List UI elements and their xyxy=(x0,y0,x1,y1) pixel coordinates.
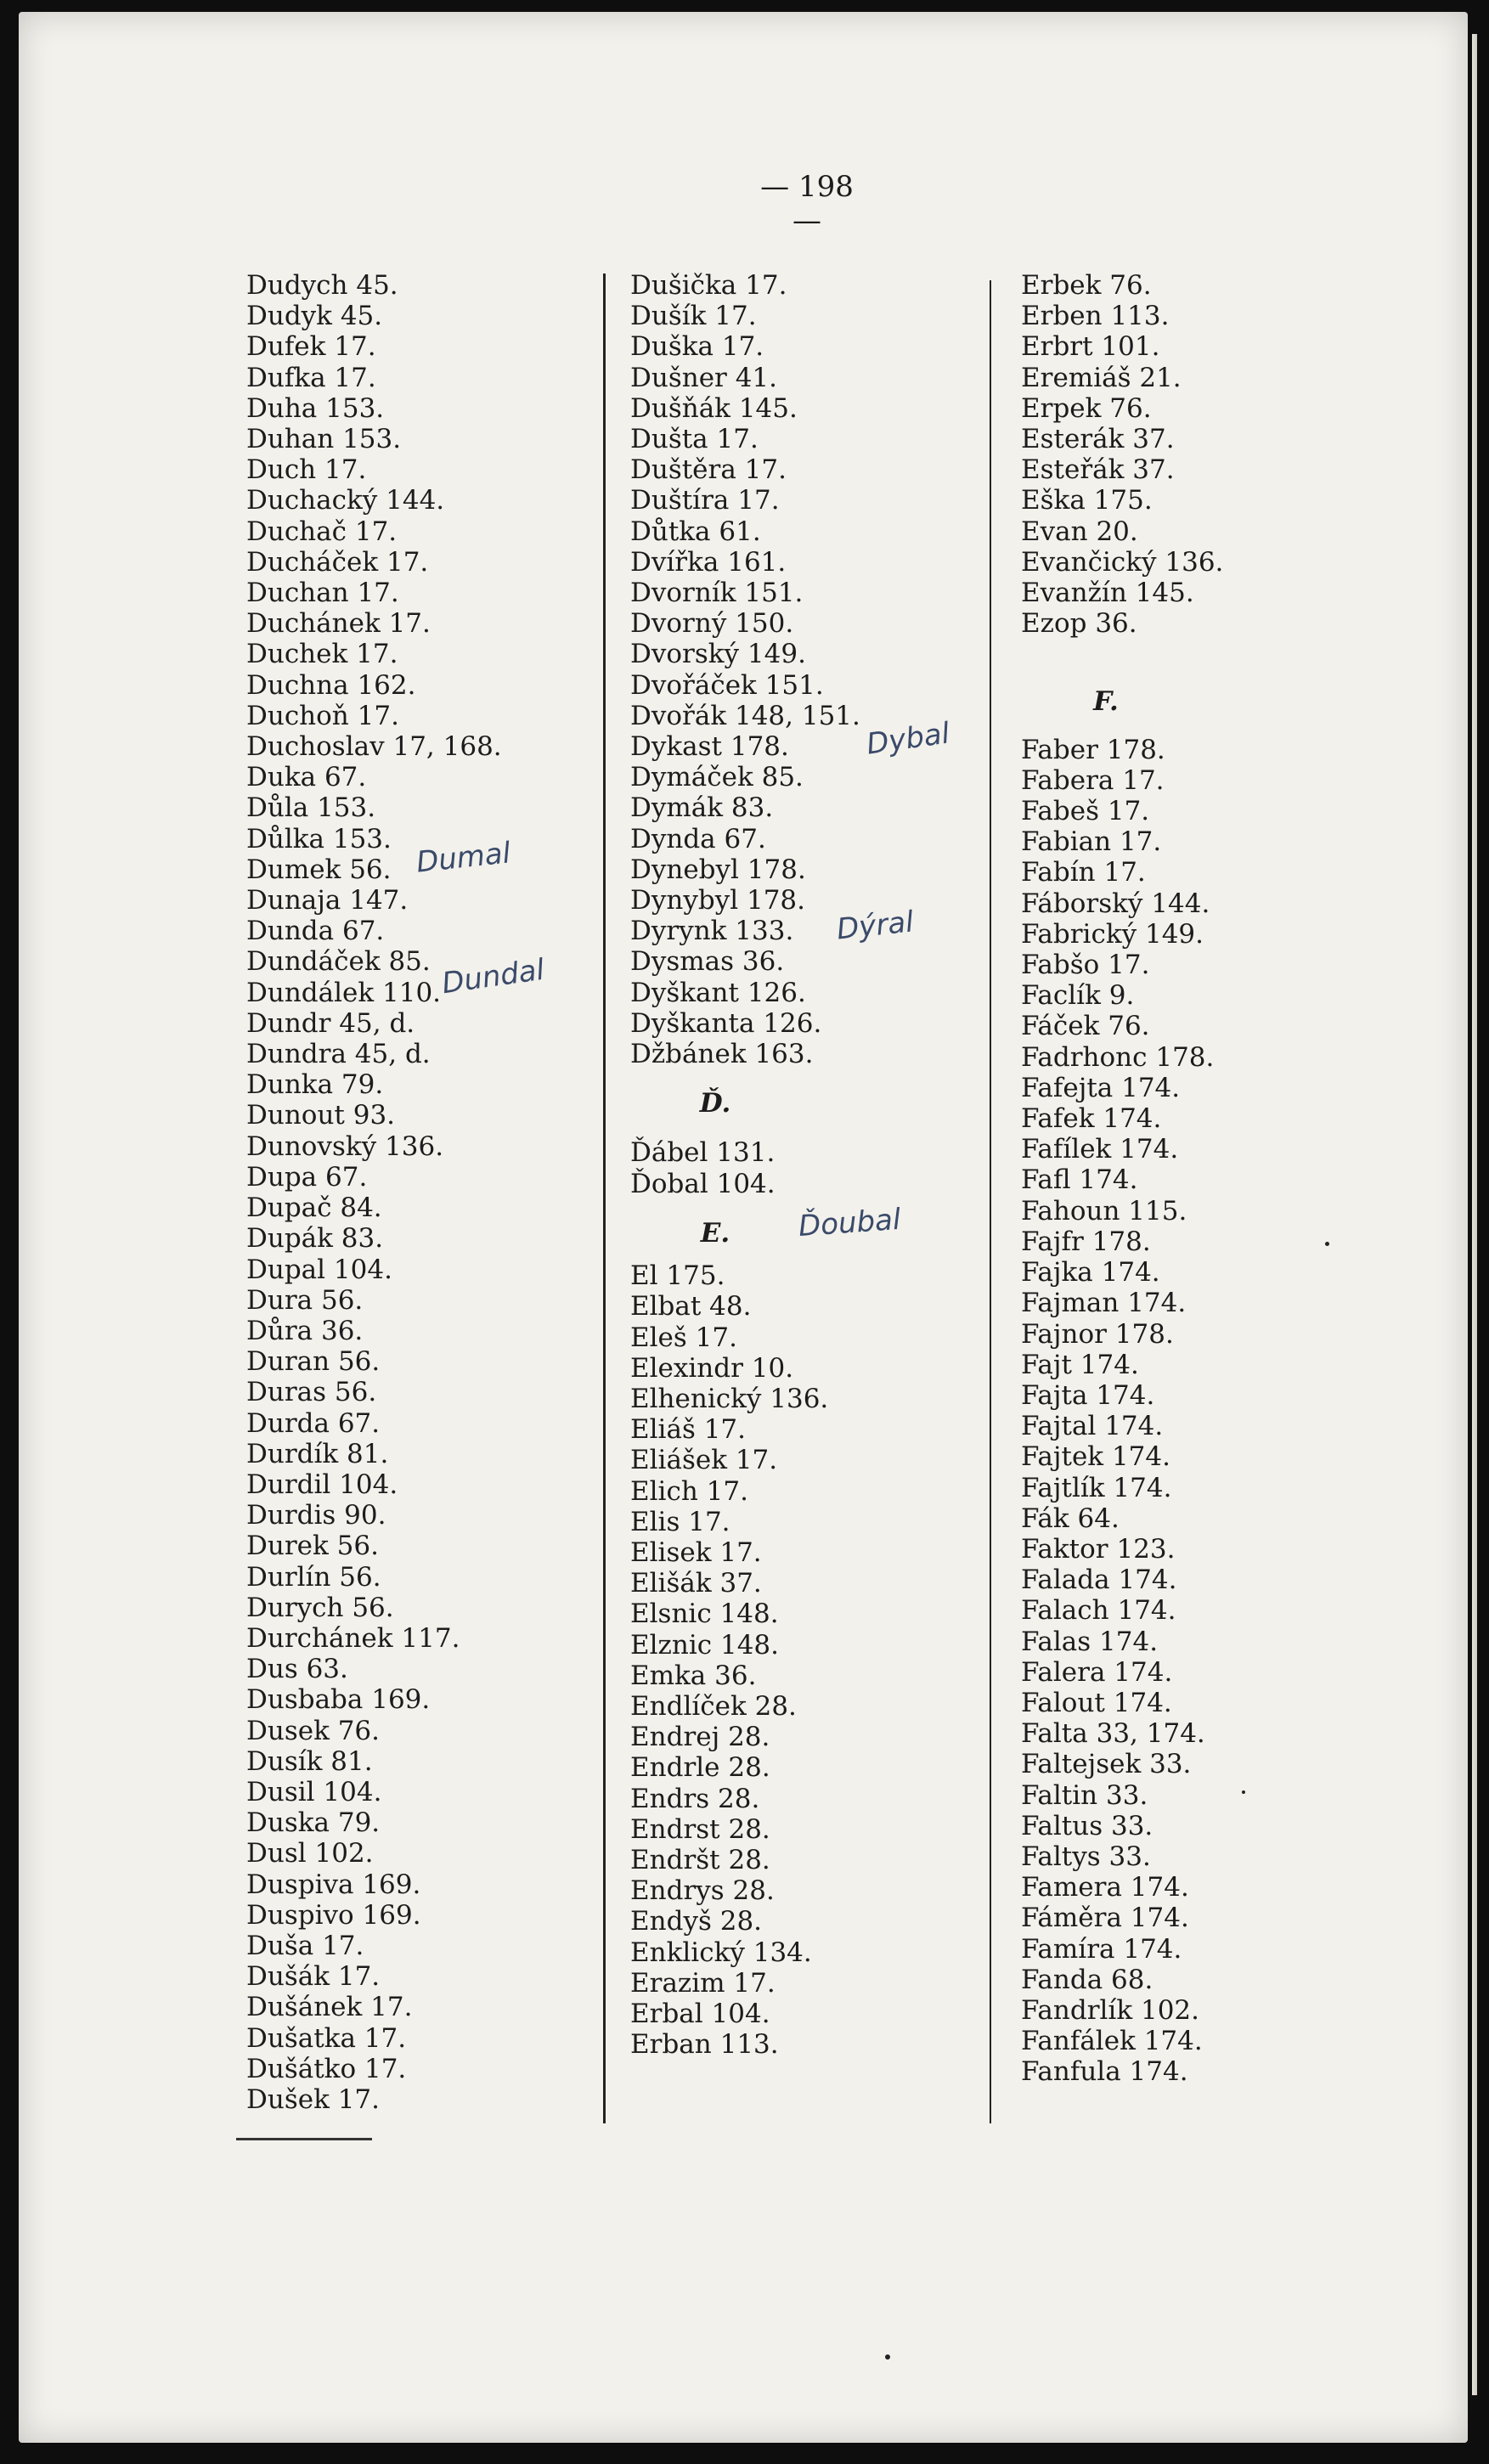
index-entry: Duštíra 17. xyxy=(630,485,780,516)
index-entry: Elznic 148. xyxy=(630,1629,779,1661)
index-entry: Eleš 17. xyxy=(630,1322,737,1353)
index-entry: Faltys 33. xyxy=(1021,1841,1151,1872)
index-entry: Fabian 17. xyxy=(1021,826,1162,858)
index-entry: Dufka 17. xyxy=(246,362,376,393)
index-entry: Dymáček 85. xyxy=(630,762,804,793)
index-entry: Fáborský 144. xyxy=(1021,888,1210,919)
handwritten-note-dybal: Dybal xyxy=(864,716,952,762)
index-entry: Ezop 36. xyxy=(1021,608,1137,640)
index-entry: Evanžín 145. xyxy=(1021,578,1194,609)
index-entry: Fák 64. xyxy=(1021,1503,1120,1534)
index-entry: Elisek 17. xyxy=(630,1536,762,1568)
index-entry: Důla 153. xyxy=(246,792,376,824)
index-entry: Endrle 28. xyxy=(630,1752,770,1784)
index-entry: Fajfr 178. xyxy=(1021,1226,1151,1257)
index-entry: Durdis 90. xyxy=(246,1500,386,1531)
index-entry: Fanfálek 174. xyxy=(1021,2026,1203,2057)
index-entry: Eška 175. xyxy=(1021,485,1153,516)
index-entry: Dundr 45, d. xyxy=(246,1007,415,1039)
index-entry: Fanda 68. xyxy=(1021,1964,1153,1995)
index-entry: Fajtlík 174. xyxy=(1021,1472,1172,1503)
handwritten-note-dyral: Dýral xyxy=(835,905,916,947)
index-entry: Fafek 174. xyxy=(1021,1103,1162,1135)
index-entry: Erban 113. xyxy=(630,2029,779,2061)
index-entry: Dunovský 136. xyxy=(246,1131,444,1162)
index-entry: Dupa 67. xyxy=(246,1161,368,1193)
index-entry: Endlíček 28. xyxy=(630,1690,797,1722)
index-entry: Falas 174. xyxy=(1021,1626,1159,1657)
index-entry: Dusbaba 169. xyxy=(246,1684,431,1716)
index-entry: Duha 153. xyxy=(246,392,385,424)
index-entry: Duchoslav 17, 168. xyxy=(246,731,502,763)
index-entry: Erpek 76. xyxy=(1021,392,1152,424)
ink-dot xyxy=(1242,1790,1245,1794)
index-entry: Dušák 17. xyxy=(246,1961,381,1993)
index-entry: Dumek 56. xyxy=(246,854,392,885)
index-entry: Falout 174. xyxy=(1021,1687,1172,1718)
index-entry: Dupač 84. xyxy=(246,1193,382,1224)
index-entry: Falach 174. xyxy=(1021,1595,1176,1627)
index-entry: Duchánek 17. xyxy=(246,608,431,640)
index-entry: Durdík 81. xyxy=(246,1438,389,1469)
page-number: — 198 — xyxy=(760,170,854,238)
index-entry: Dušička 17. xyxy=(630,270,787,301)
index-entry: Fabšo 17. xyxy=(1021,950,1150,981)
index-entry: Faber 178. xyxy=(1021,734,1165,765)
index-entry: Fabrický 149. xyxy=(1021,918,1204,950)
index-entry: Eliáš 17. xyxy=(630,1414,747,1446)
index-entry: Dvířka 161. xyxy=(630,546,787,578)
index-entry: Dundálek 110. xyxy=(246,977,442,1008)
index-entry: Dvorník 151. xyxy=(630,578,804,609)
index-entry: Dymák 83. xyxy=(630,792,774,824)
column-3-entries-f xyxy=(1021,735,1223,2088)
index-entry: Ďábel 131. xyxy=(630,1137,776,1169)
ink-dot xyxy=(1325,1242,1329,1246)
column-3-entries-e xyxy=(1021,270,1223,639)
index-entry: Fahoun 115. xyxy=(1021,1195,1187,1226)
index-entry: Dušek 17. xyxy=(246,2083,381,2115)
index-entry: Dupal 104. xyxy=(246,1254,392,1285)
index-entry: Durda 67. xyxy=(246,1407,381,1439)
index-entry: Dus 63. xyxy=(246,1654,348,1685)
index-entry: Dusil 104. xyxy=(246,1776,382,1807)
index-entry: Esteřák 37. xyxy=(1021,454,1175,486)
handwritten-note-dundal: Dundal xyxy=(439,952,547,1001)
index-entry: Falada 174. xyxy=(1021,1565,1177,1596)
index-entry: Dudych 45. xyxy=(246,270,398,301)
column-divider-1 xyxy=(603,273,606,2123)
index-entry: Durych 56. xyxy=(246,1592,394,1623)
index-entry: Dušánek 17. xyxy=(246,1992,413,2023)
index-entry: Dyškant 126. xyxy=(630,977,806,1008)
index-entry: Duštěra 17. xyxy=(630,454,787,486)
section-heading-f: F. xyxy=(1093,686,1119,718)
index-entry: Dušta 17. xyxy=(630,424,759,455)
index-entry: Dusl 102. xyxy=(246,1838,374,1869)
index-entry: Duras 56. xyxy=(246,1377,377,1408)
index-entry: Důlka 153. xyxy=(246,823,392,854)
index-entry: Durek 56. xyxy=(246,1531,379,1562)
index-entry: Fabera 17. xyxy=(1021,764,1165,796)
index-entry: Džbánek 163. xyxy=(630,1039,814,1070)
column-2-entries-e xyxy=(630,1260,860,2060)
index-entry: Dusík 81. xyxy=(246,1745,373,1777)
index-entry: Endrs 28. xyxy=(630,1783,760,1814)
handwritten-note-dobal: Ďoubal xyxy=(797,1202,902,1244)
index-entry: Elich 17. xyxy=(630,1475,748,1507)
ink-dot xyxy=(885,2354,890,2360)
index-entry: Fajta 174. xyxy=(1021,1379,1155,1411)
index-entry: Erben 113. xyxy=(1021,301,1170,332)
index-entry: Fanfula 174. xyxy=(1021,2056,1188,2088)
index-entry: Ducháček 17. xyxy=(246,546,429,578)
column-2-entries-d xyxy=(630,270,860,1069)
index-entry: Dundáček 85. xyxy=(246,946,431,978)
index-entry: Faktor 123. xyxy=(1021,1533,1176,1565)
index-entry: Fafílek 174. xyxy=(1021,1134,1179,1165)
index-entry: Duchacký 144. xyxy=(246,485,445,516)
index-entry: Faltejsek 33. xyxy=(1021,1749,1192,1780)
index-entry: Falta 33, 174. xyxy=(1021,1718,1205,1750)
index-entry: Duran 56. xyxy=(246,1346,381,1378)
index-entry: Fajt 174. xyxy=(1021,1349,1139,1380)
index-entry: Duchan 17. xyxy=(246,578,399,609)
index-entry: Důra 36. xyxy=(246,1315,364,1346)
index-entry: Duka 67. xyxy=(246,762,367,793)
index-entry: Elbat 48. xyxy=(630,1291,752,1322)
index-entry: Fabeš 17. xyxy=(1021,796,1150,827)
handwritten-note-dumal: Dumal xyxy=(415,836,512,880)
index-entry: Faltus 33. xyxy=(1021,1810,1153,1841)
index-entry: Fajka 174. xyxy=(1021,1257,1160,1288)
index-entry: Erbrt 101. xyxy=(1021,331,1160,363)
index-entry: Duch 17. xyxy=(246,454,367,486)
index-entry: Dynybyl 178. xyxy=(630,885,805,916)
index-entry: Duhan 153. xyxy=(246,424,402,455)
index-entry: Fajtal 174. xyxy=(1021,1411,1164,1442)
index-entry: Faltin 33. xyxy=(1021,1779,1148,1811)
index-entry: Dynda 67. xyxy=(630,823,766,854)
index-entry: Fajtek 174. xyxy=(1021,1441,1170,1473)
index-entry: Endrej 28. xyxy=(630,1722,770,1753)
index-entry: Erazim 17. xyxy=(630,1967,776,1999)
index-entry: Fandrlík 102. xyxy=(1021,1994,1200,2026)
index-entry: Fajman 174. xyxy=(1021,1288,1187,1319)
index-entry: Fafl 174. xyxy=(1021,1164,1138,1196)
index-entry: Dura 56. xyxy=(246,1284,364,1316)
index-entry: Dvořáček 151. xyxy=(630,669,824,701)
index-entry: Duchoň 17. xyxy=(246,700,399,731)
index-entry: Eremiáš 21. xyxy=(1021,362,1182,393)
index-entry: Famíra 174. xyxy=(1021,1933,1182,1965)
index-entry: Durchánek 117. xyxy=(246,1622,460,1654)
index-entry: Fáček 76. xyxy=(1021,1011,1150,1042)
column-1-end-rule xyxy=(236,2138,372,2140)
index-entry: Dupák 83. xyxy=(246,1223,384,1255)
index-entry: Esterák 37. xyxy=(1021,424,1175,455)
index-entry: Duska 79. xyxy=(246,1807,381,1839)
index-entry: Elhenický 136. xyxy=(630,1383,829,1414)
index-entry: Fabín 17. xyxy=(1021,857,1146,888)
index-entry: Elexindr 10. xyxy=(630,1352,794,1384)
index-entry: Dudyk 45. xyxy=(246,301,383,332)
index-entry: Enklický 134. xyxy=(630,1937,812,1968)
index-entry: Duchna 162. xyxy=(246,669,416,701)
index-entry: Endrst 28. xyxy=(630,1813,770,1845)
index-entry: Dušík 17. xyxy=(630,301,757,332)
index-entry: Falera 174. xyxy=(1021,1656,1173,1688)
index-entry: Duspiva 169. xyxy=(246,1869,421,1900)
index-entry: Endrys 28. xyxy=(630,1875,775,1907)
index-entry: Erbek 76. xyxy=(1021,270,1152,301)
index-entry: Dysmas 36. xyxy=(630,946,785,978)
index-entry: Evančický 136. xyxy=(1021,546,1224,578)
index-entry: Erbal 104. xyxy=(630,1998,770,2029)
section-heading-e: E. xyxy=(700,1217,730,1249)
index-entry: Durlín 56. xyxy=(246,1561,381,1593)
page-edge xyxy=(1472,34,1477,2395)
index-entry: Dundra 45, d. xyxy=(246,1039,431,1070)
index-entry: Elsnic 148. xyxy=(630,1598,779,1630)
index-entry: Dvorský 149. xyxy=(630,639,806,670)
column-3 xyxy=(1021,270,1223,2088)
index-entry: Dvorný 150. xyxy=(630,608,794,640)
index-entry: Endršt 28. xyxy=(630,1844,770,1875)
index-entry: Duška 17. xyxy=(630,331,764,363)
index-entry: Dusek 76. xyxy=(246,1715,381,1746)
index-entry: Dunout 93. xyxy=(246,1100,396,1131)
index-entry: Durdil 104. xyxy=(246,1469,398,1500)
column-2 xyxy=(630,270,860,2060)
index-entry: Dušner 41. xyxy=(630,362,778,393)
index-entry: Důtka 61. xyxy=(630,516,761,547)
column-1 xyxy=(246,270,502,2115)
index-entry: Dvořák 148, 151. xyxy=(630,700,860,731)
index-entry: Dušňák 145. xyxy=(630,392,798,424)
index-entry: Fajnor 178. xyxy=(1021,1318,1174,1350)
index-entry: Evan 20. xyxy=(1021,516,1138,547)
index-entry: Duchek 17. xyxy=(246,639,398,670)
index-entry: Ďobal 104. xyxy=(630,1168,776,1199)
index-entry: Fadrhonc 178. xyxy=(1021,1041,1215,1073)
index-entry: Dufek 17. xyxy=(246,331,376,363)
index-entry: Faclík 9. xyxy=(1021,980,1135,1012)
index-entry: Duchač 17. xyxy=(246,516,398,547)
index-entry: Fáměra 174. xyxy=(1021,1903,1189,1934)
column-divider-2 xyxy=(990,280,991,2123)
index-entry: Dyrynk 133. xyxy=(630,916,794,947)
index-entry: Elis 17. xyxy=(630,1506,730,1537)
section-heading-dj: Ď. xyxy=(699,1088,731,1119)
column-2-entries-dj xyxy=(630,1137,860,1198)
index-entry: Dunka 79. xyxy=(246,1069,384,1101)
index-entry: Endyš 28. xyxy=(630,1906,763,1937)
index-entry: Elišák 37. xyxy=(630,1568,762,1599)
index-entry: Eliášek 17. xyxy=(630,1445,778,1476)
index-entry: Dušatka 17. xyxy=(246,2022,407,2054)
index-entry: Emka 36. xyxy=(630,1660,757,1691)
index-entry: Fafejta 174. xyxy=(1021,1072,1181,1103)
index-entry: Dušátko 17. xyxy=(246,2053,407,2084)
index-entry: Duspivo 169. xyxy=(246,1899,421,1931)
index-entry: Dunaja 147. xyxy=(246,885,409,916)
index-entry: Famera 174. xyxy=(1021,1872,1189,1903)
index-entry: Duša 17. xyxy=(246,1930,364,1961)
index-entry: Dynebyl 178. xyxy=(630,854,806,885)
index-entry: Dyškanta 126. xyxy=(630,1007,822,1039)
index-entry: El 175. xyxy=(630,1260,725,1292)
index-entry: Dykast 178. xyxy=(630,731,789,763)
index-entry: Dunda 67. xyxy=(246,916,385,947)
